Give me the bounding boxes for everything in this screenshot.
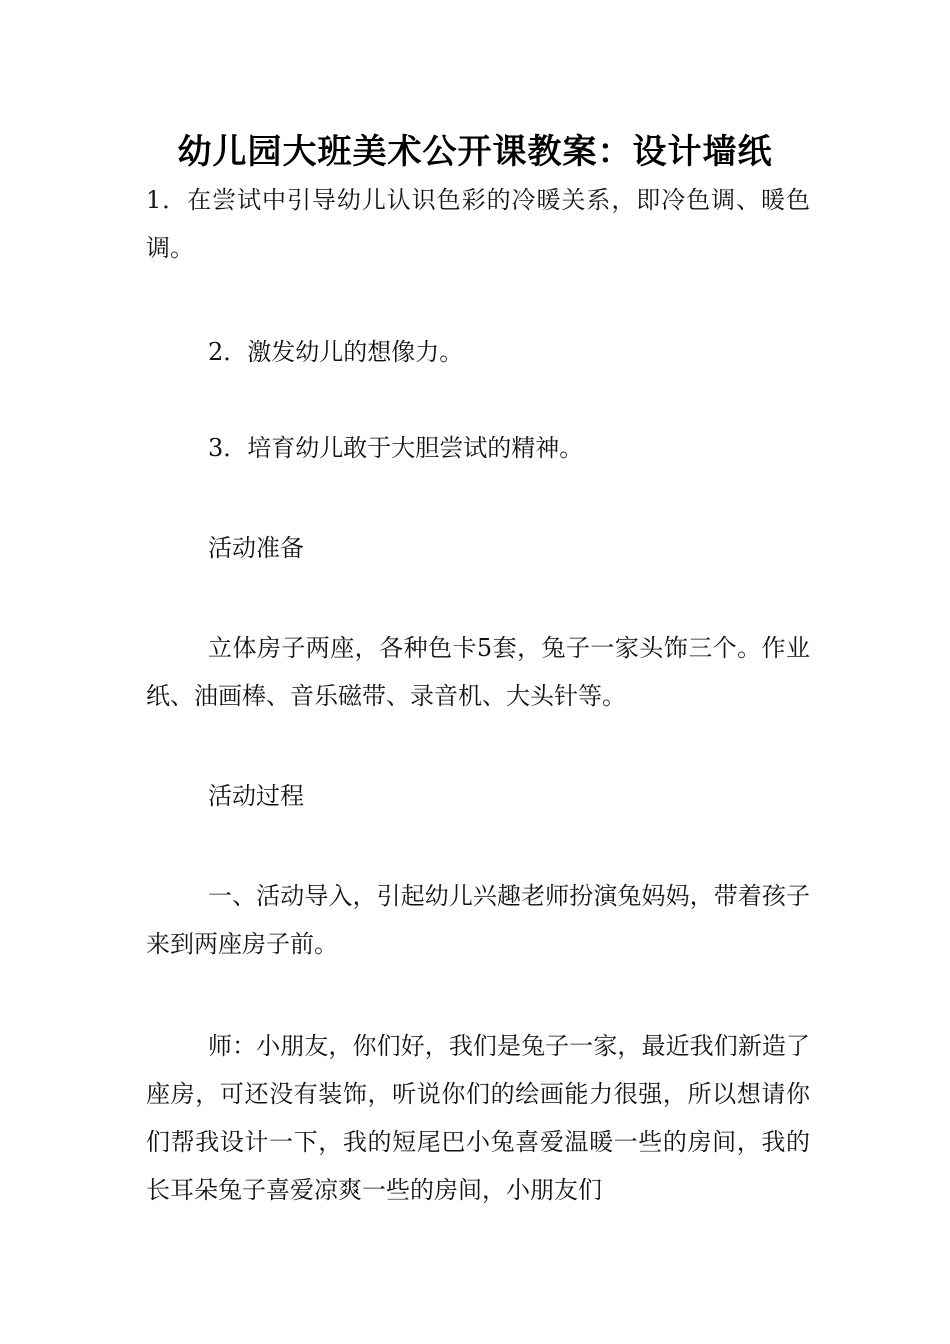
heading-activity-preparation: 活动准备	[208, 534, 304, 562]
paragraph-objective-1: 1．在尝试中引导幼儿认识色彩的冷暖关系，即冷色调、暖色调。	[146, 186, 810, 262]
paragraph-activity-intro: 一、活动导入，引起幼儿兴趣老师扮演兔妈妈，带着孩子来到两座房子前。	[146, 882, 810, 958]
heading-activity-process: 活动过程	[208, 782, 304, 810]
document-title: 幼儿园大班美术公开课教案：设计墙纸	[177, 132, 773, 172]
paragraph-objective-2: 2．激发幼儿的想像力。	[208, 338, 464, 366]
paragraph-teacher-speech: 师：小朋友，你们好，我们是兔子一家，最近我们新造了座房，可还没有装饰，听说你们的绘画能力很强，所以想请你们帮我设计一下，我的短尾巴小兔喜爱温暖一些的房间，我的长耳朵兔子喜爱凉爽一些的房间，小朋友们	[146, 1032, 810, 1204]
paragraph-objective-3: 3．培育幼儿敢于大胆尝试的精神。	[208, 434, 584, 462]
paragraph-preparation-materials: 立体房子两座，各种色卡5套，兔子一家头饰三个。作业纸、油画棒、音乐磁带、录音机、大头针等。	[146, 634, 810, 710]
